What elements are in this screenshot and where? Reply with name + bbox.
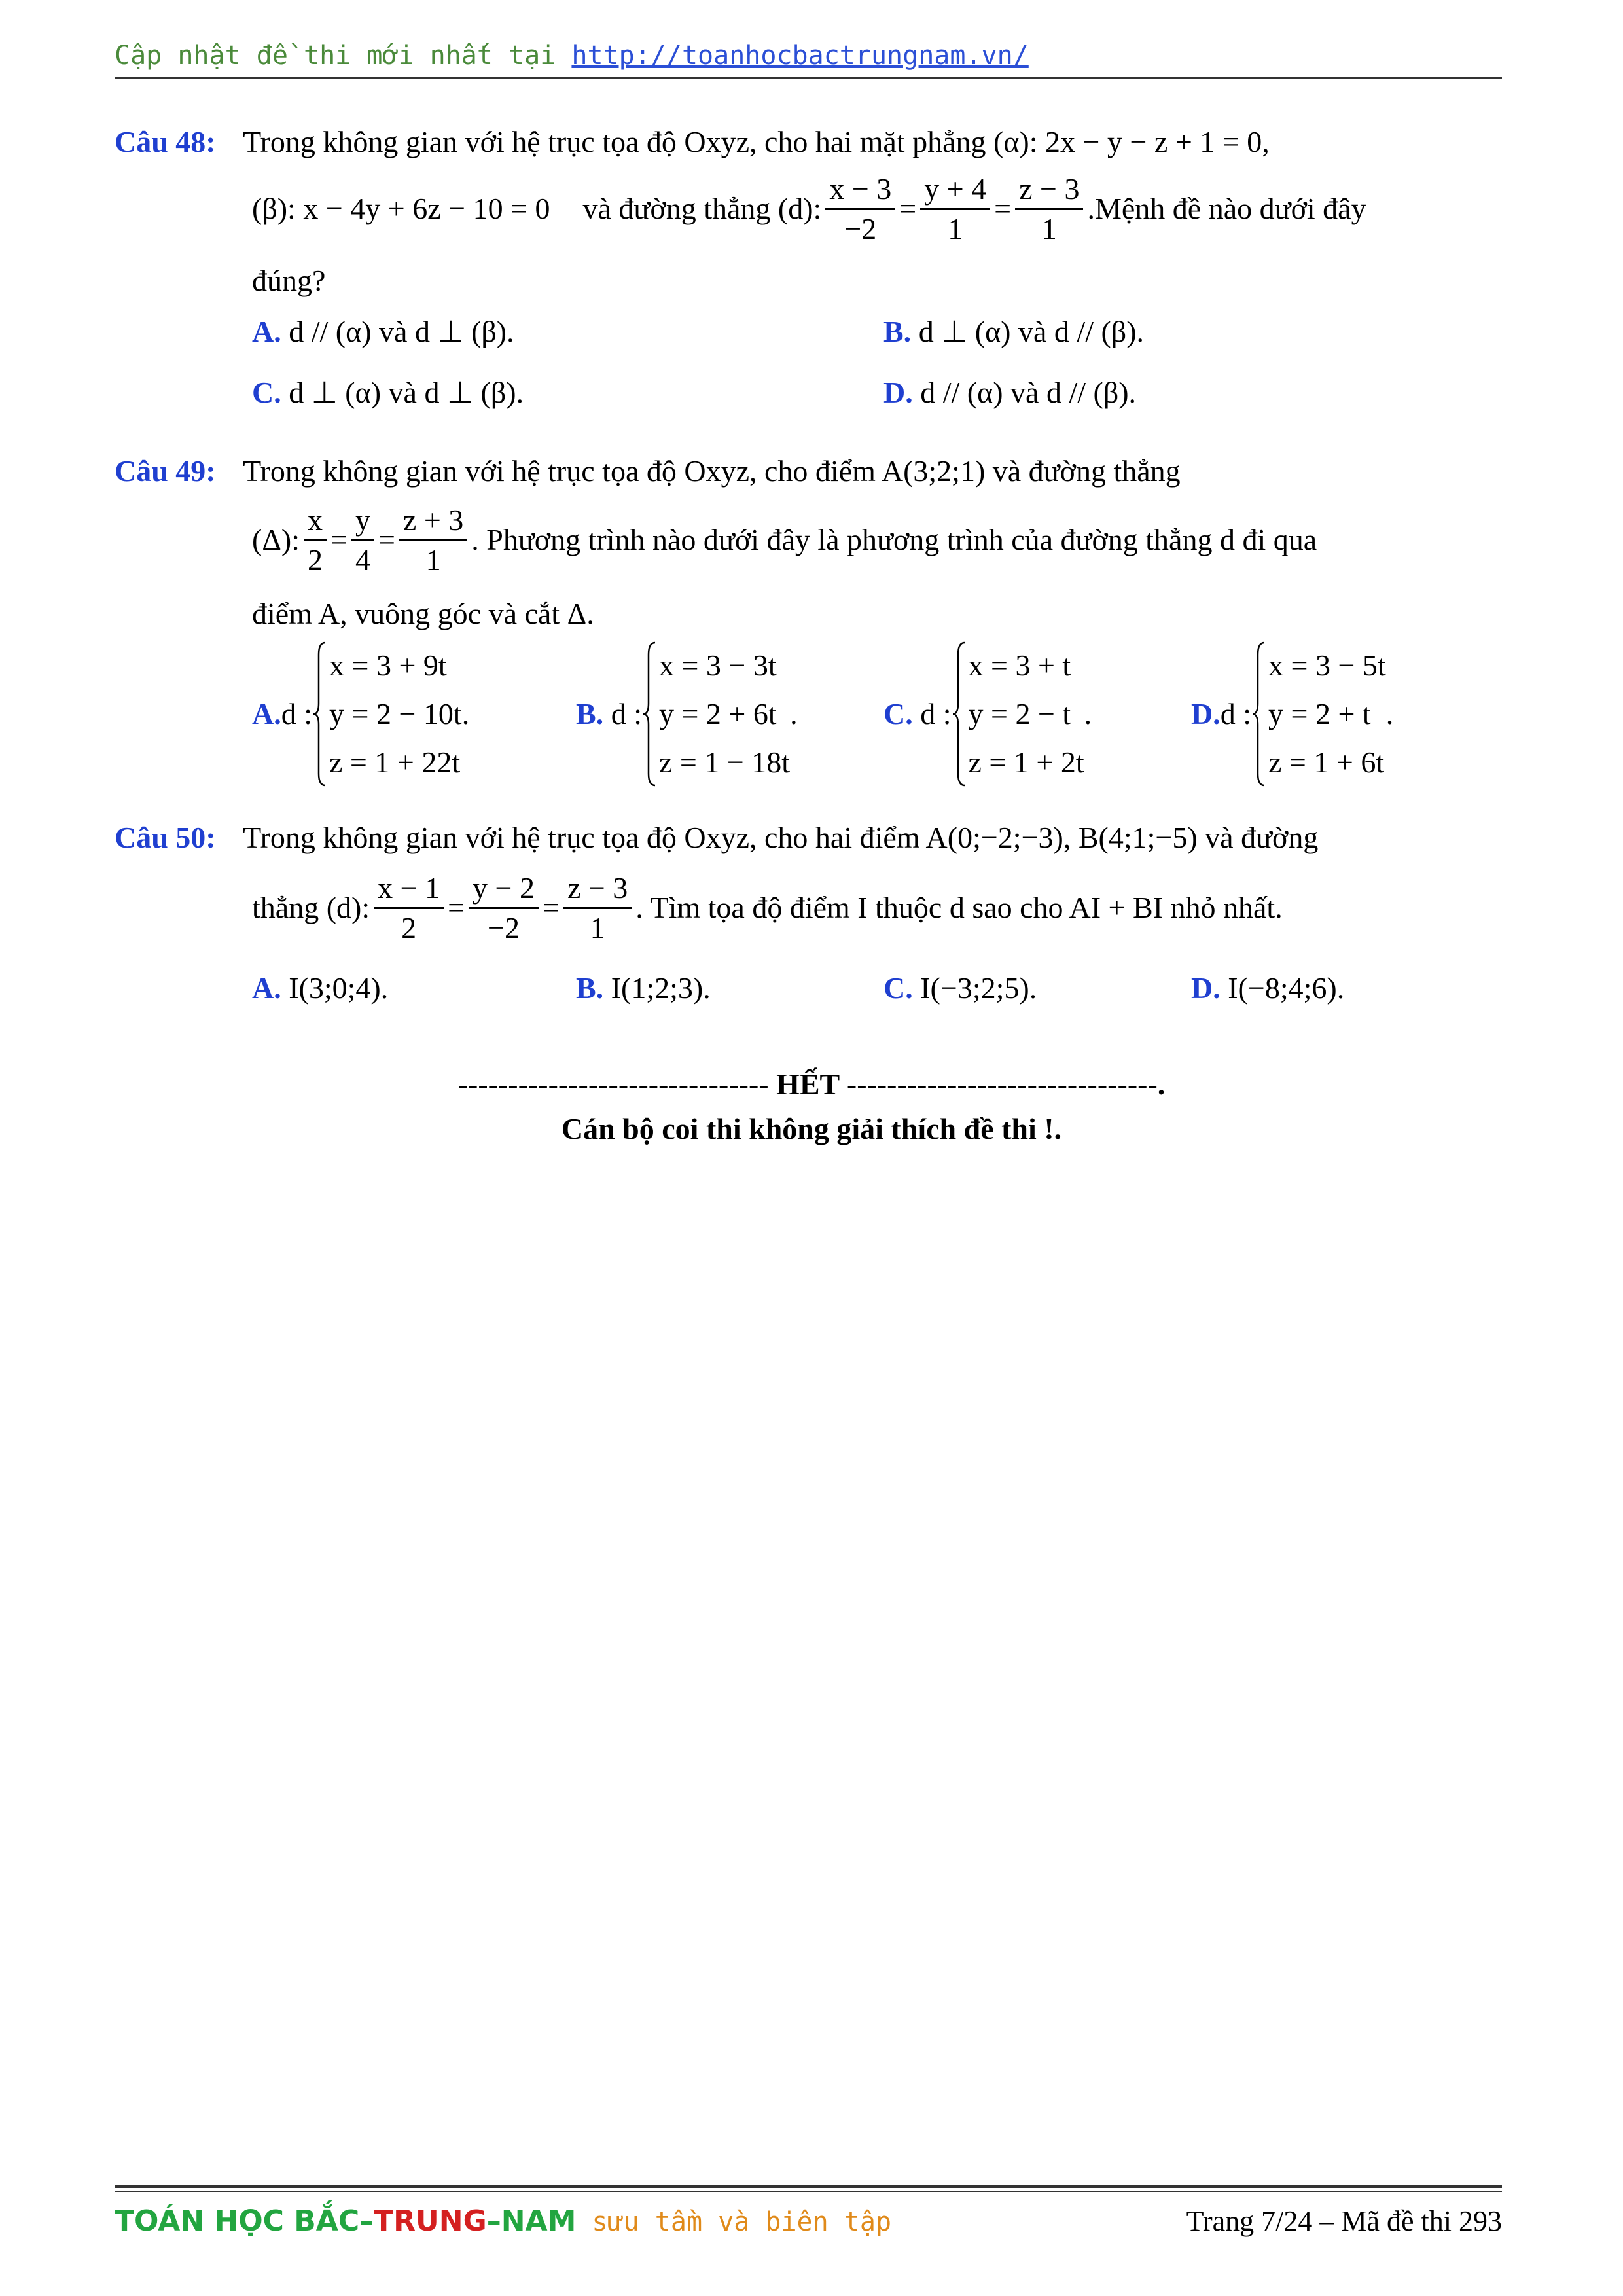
fraction: $\frac{z + 3}{1}$ xyxy=(399,501,467,579)
brace-icon xyxy=(642,641,656,787)
fraction: $\frac{y + 4}{1}$ xyxy=(920,170,990,248)
brace-icon xyxy=(312,641,327,787)
option-b[interactable]: B. d ⊥ (α) và d // (β). xyxy=(883,315,1145,348)
option-c[interactable]: C. d : x = 3 + t y = 2 − t z = 1 + 2t . xyxy=(883,641,1092,787)
fraction: $\frac{x - 3}{-2}$ xyxy=(825,170,895,248)
question-number: Câu 50: xyxy=(115,821,216,854)
equation-system: x = 3 − 3t y = 2 + 6t z = 1 − 18t xyxy=(642,641,790,787)
footer-divider xyxy=(115,2185,1502,2188)
exam-page: Cập nhật đề thi mới nhất tại http://toanhocbactrungnam.vn/ Câu 48: Trong không gian với hệ trục tọa độ Oxyz, cho hai mặt phẳng (α): 2x − y − z + 1 = 0, (β): x − 4y + 6z − 10 = 0 và đường thẳng (d): $\frac{x - 3}{-2}$ = $\frac{y + 4}{1}$ = $\frac{z - 3}{1}$ .Mệnh đề nào dưới đây đúng? A. d // (α) và d ⊥ (β). B. d ⊥ (α) và d // (β). C. d ⊥ (α) và d ⊥ (β). D. d // (α) và d // (β). Câu 49: Trong không gian với hệ trục tọa độ Oxyz, cho điểm A(3;2;1) và đường thẳng (Δ): $\frac{x}{2}$ = $\frac{y}{4}$ = $\frac{z + 3}{1}$ . Phương trình nào dưới đây là phương trình của đường thẳng d đi qua điểm A, vuông góc và cắt Δ. A. d : x = 3 + 9t y = 2 − 10t z = 1 + 22t . B. d : x = 3 − 3t y = 2 + 6t z = 1 − 18t . C. d : x = 3 + t y = 2 − t z = 1 + 2t . D. d : x = 3 − 5t y = 2 + t z = 1 + 6t . Câu 50: Trong không gian với hệ trục tọa độ Oxyz, cho hai điểm A(0;−2;−3), B(4;1;−5) và đường thẳng (d): $\frac{x - 1}{2}$ = $\frac{y - 2}{-2}$ = $\frac{z - 3}{1}$ . Tìm tọa độ điểm I thuộc d sao cho AI + BI nhỏ nhất. A. I(3;0;4). B. I(1;2;3). C. I(−3;2;5). D. I(−8;4;6). ------------------------------- HẾT -------------------------------. Cán bộ coi thi không giải thích đề thi !. TOÁN HỌC BẮC–TRUNG–NAM sưu tầm và biên tập Trang 7/24 – Mã đề thi 293 xyxy=(0,0,1623,2296)
equation-system: x = 3 + 9t y = 2 − 10t z = 1 + 22t xyxy=(312,641,462,787)
question-text: . Tìm tọa độ điểm I thuộc d sao cho AI + BI nhỏ nhất. xyxy=(635,891,1283,924)
option-c[interactable]: C. I(−3;2;5). xyxy=(883,971,1037,1005)
brace-icon xyxy=(952,641,966,787)
line-delta-label: (Δ): xyxy=(252,523,300,556)
header-link[interactable]: http://toanhocbactrungnam.vn/ xyxy=(571,41,1029,71)
header-prefix: Cập nhật đề thi mới nhất tại xyxy=(115,41,572,71)
option-a[interactable]: A. d // (α) và d ⊥ (β). xyxy=(252,315,514,348)
question-text: điểm A, vuông góc và cắt Δ. xyxy=(252,597,594,630)
plane-beta-equation: (β): x − 4y + 6z − 10 = 0 xyxy=(252,192,550,225)
fraction: $\frac{z - 3}{1}$ xyxy=(563,869,632,947)
footer-divider-thin xyxy=(115,2191,1502,2192)
question-text: và đường thẳng (d): xyxy=(582,192,822,225)
option-d[interactable]: D. d : x = 3 − 5t y = 2 + t z = 1 + 6t . xyxy=(1191,641,1393,787)
option-c[interactable]: C. d ⊥ (α) và d ⊥ (β). xyxy=(252,376,524,409)
question-text: thẳng (d): xyxy=(252,891,370,924)
fraction: $\frac{x}{2}$ xyxy=(304,501,327,579)
fraction: $\frac{y}{4}$ xyxy=(351,501,374,579)
brace-icon xyxy=(1251,641,1266,787)
question-text: Trong không gian với hệ trục tọa độ Oxyz, cho hai mặt phẳng (α): 2x − y − z + 1 = 0, xyxy=(243,125,1270,158)
page-header xyxy=(115,41,1502,77)
equation-system: x = 3 − 5t y = 2 + t z = 1 + 6t xyxy=(1251,641,1386,787)
question-number: Câu 49: xyxy=(115,454,216,488)
header-divider xyxy=(115,77,1502,79)
footer-brand: TOÁN HỌC BẮC–TRUNG–NAM sưu tầm và biên tập xyxy=(115,2204,892,2238)
end-note: Cán bộ coi thi không giải thích đề thi !. xyxy=(561,1112,1062,1145)
option-b[interactable]: B. d : x = 3 − 3t y = 2 + 6t z = 1 − 18t . xyxy=(576,641,798,787)
question-number: Câu 48: xyxy=(115,125,216,158)
equation-system: x = 3 + t y = 2 − t z = 1 + 2t xyxy=(952,641,1084,787)
question-text: Trong không gian với hệ trục tọa độ Oxyz, cho điểm A(3;2;1) và đường thẳng xyxy=(243,454,1181,488)
option-d[interactable]: D. d // (α) và d // (β). xyxy=(883,376,1137,409)
fraction: $\frac{y - 2}{-2}$ xyxy=(469,869,539,947)
question-text: Trong không gian với hệ trục tọa độ Oxyz, cho hai điểm A(0;−2;−3), B(4;1;−5) và đường xyxy=(243,821,1319,854)
page-number: Trang 7/24 – Mã đề thi 293 xyxy=(1186,2205,1502,2237)
question-text: .Mệnh đề nào dưới đây xyxy=(1087,192,1366,225)
question-text: đúng? xyxy=(252,264,326,297)
fraction: $\frac{z - 3}{1}$ xyxy=(1015,170,1083,248)
question-text: . Phương trình nào dưới đây là phương trình của đường thẳng d đi qua xyxy=(471,523,1317,556)
end-marker: ------------------------------- HẾT -------------------------------. xyxy=(457,1067,1166,1101)
fraction: $\frac{x - 1}{2}$ xyxy=(374,869,444,947)
option-a[interactable]: A. d : x = 3 + 9t y = 2 − 10t z = 1 + 22t . xyxy=(252,641,469,787)
option-a[interactable]: A. I(3;0;4). xyxy=(252,971,389,1005)
option-d[interactable]: D. I(−8;4;6). xyxy=(1191,971,1345,1005)
option-b[interactable]: B. I(1;2;3). xyxy=(576,971,711,1005)
